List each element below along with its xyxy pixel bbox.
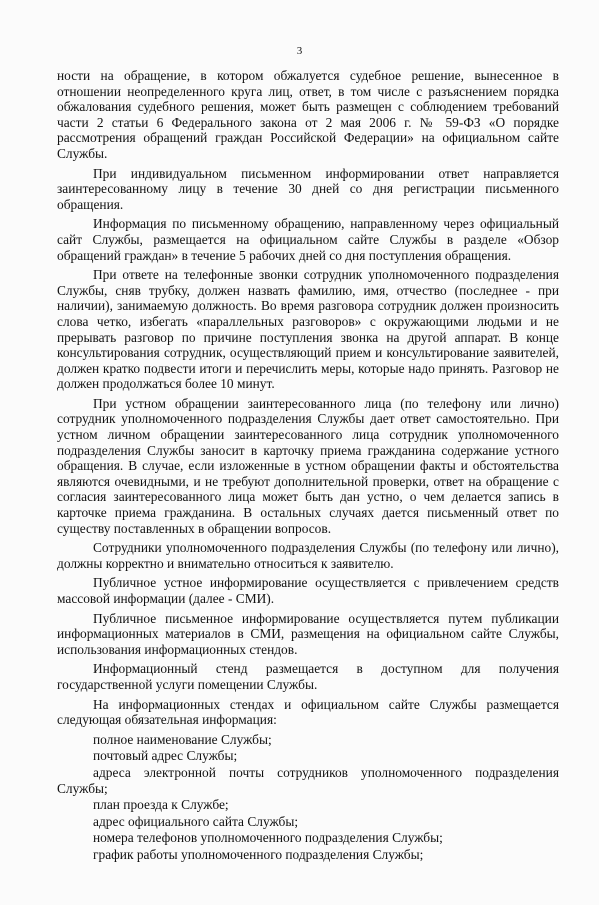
- paragraph: Сотрудники уполномоченного подразделения Службы (по телефону или лично), должны корректно и внимательно относиться к заявителю.: [57, 540, 559, 571]
- paragraph: При индивидуальном письменном информировании ответ направляется заинтересованному лицу в течение 30 дней со дня регистрации письменного обращения.: [57, 165, 559, 212]
- paragraph: Публичное устное информирование осуществляется с привлечением средств массовой информации (далее - СМИ).: [57, 575, 559, 606]
- paragraph: Публичное письменное информирование осуществляется путем публикации информационных материалов в СМИ, размещения на официальном сайте Службы, использования информационных стендов.: [57, 610, 559, 657]
- paragraph: При устном обращении заинтересованного лица (по телефону или лично) сотрудник уполномоченного подразделения Службы дает ответ самостоятельно. При устном личном обращении заинтересованного лица сотрудник уполномоченного подразделения Службы заносит в карточку приема гражданина содержание устного обращения. В случае, если изложенные в устном обращении факты и обстоятельства являются очевидными, и не требуют дополнительной проверки, ответ на обращение с согласия заинтересованного лица может быть дан устно, о чем делается запись в карточке приема гражданина. В остальных случаях дается письменный ответ по существу поставленных в обращении вопросов.: [57, 395, 559, 536]
- list-item: полное наименование Службы;: [93, 731, 272, 747]
- list-item: график работы уполномоченного подразделения Службы;: [93, 846, 424, 862]
- page-number: 3: [296, 45, 303, 57]
- paragraph: На информационных стендах и официальном сайте Службы размещается следующая обязательная информация:: [57, 696, 559, 728]
- paragraph: Информационный стенд размещается в доступном для получения государственной услуги помещении Службы.: [57, 661, 559, 692]
- list-item: план проезда к Службе;: [93, 797, 229, 813]
- document-body: [57, 68, 559, 864]
- list-item: номера телефонов уполномоченного подразделения Службы;: [93, 830, 443, 846]
- list-item: адреса электронной почты сотрудников уполномоченного подразделения Службы;: [57, 764, 559, 796]
- paragraph: Информация по письменному обращению, направленному через официальный сайт Службы, размещается на официальном сайте Службы в разделе «Обзор обращений граждан» в течение 5 рабочих дней со дня поступления обращения.: [57, 216, 559, 263]
- list-item: почтовый адрес Службы;: [93, 748, 238, 764]
- paragraph: При ответе на телефонные звонки сотрудник уполномоченного подразделения Службы, сняв трубку, должен назвать фамилию, имя, отчество (последнее - при наличии), занимаемую должность. Во время разговора сотрудник должен произносить слова четко, избегать «параллельных разговоров» с окружающими людьми и не прерывать разговор по причине поступления звонка на другой аппарат. В конце консультирования сотрудник, осуществляющий прием и консультирование заявителей, должен кратко подвести итоги и перечислить меры, которые надо принять. Разговор не должен продолжаться более 10 минут.: [57, 267, 559, 392]
- paragraph: ности на обращение, в котором обжалуется судебное решение, вынесенное в отношении неопределенного круга лиц, ответ, в том числе с разъяснением порядка обжалования судебного решения, может быть размещен с соблюдением требований части 2 статьи 6 Федерального закона от 2 мая 2006 г. № 59-ФЗ «О порядке рассмотрения обращений граждан Российской Федерации» на официальном сайте Службы.: [57, 68, 559, 161]
- list-item: адрес официального сайта Службы;: [93, 813, 299, 829]
